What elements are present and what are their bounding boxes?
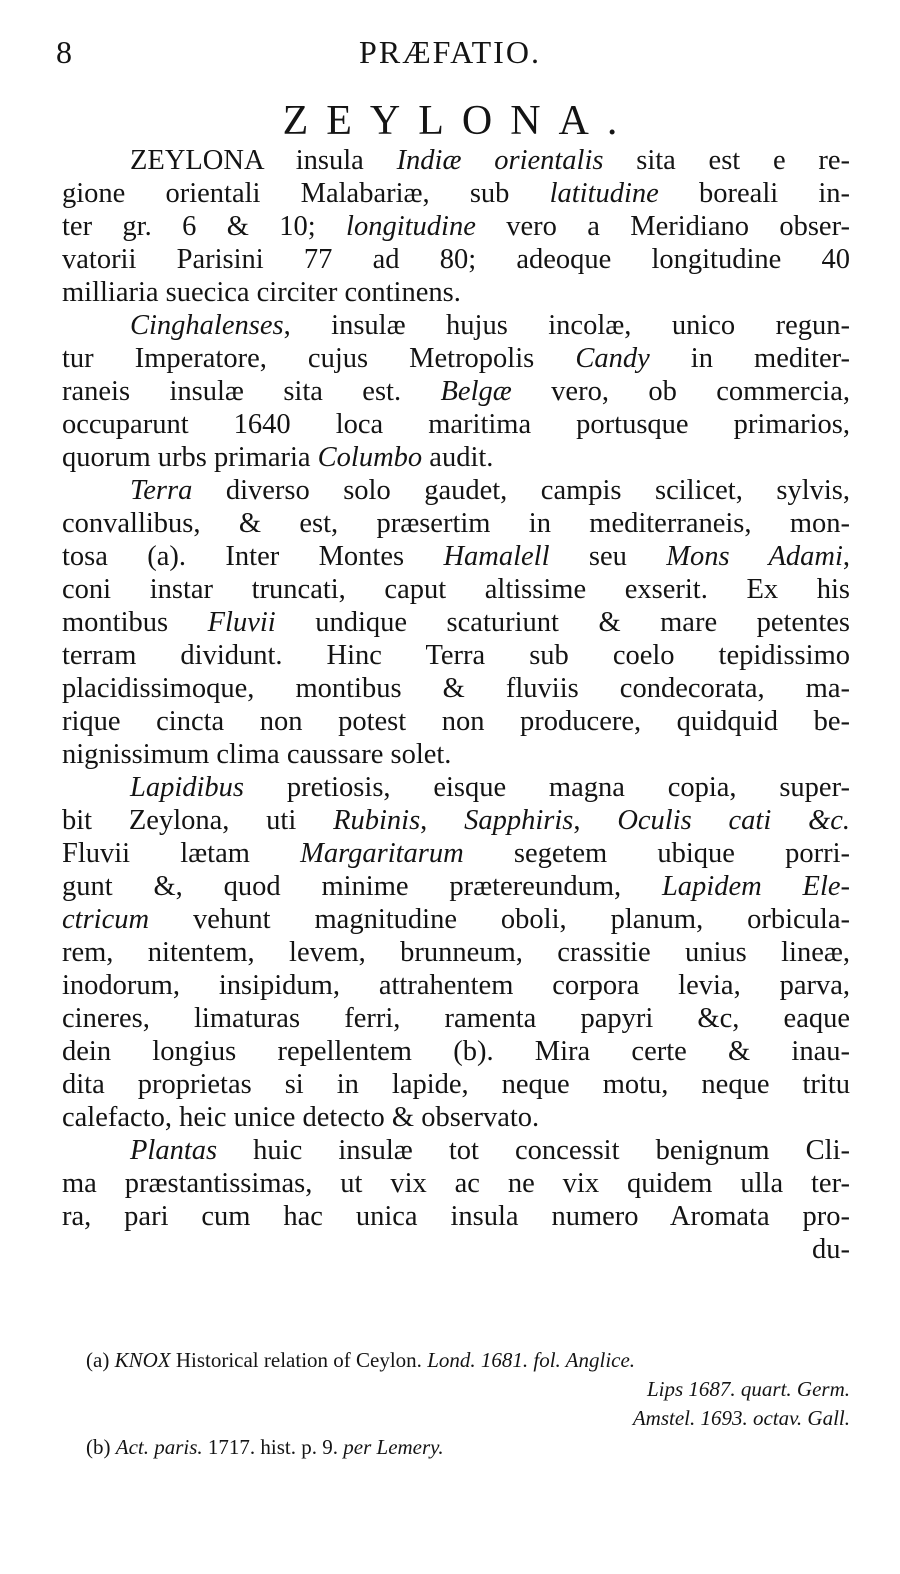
text-line	[62, 1035, 850, 1068]
text-line	[62, 771, 850, 804]
italic-run: Hamalell	[443, 541, 550, 572]
italic-run: KNOX	[114, 1348, 171, 1372]
italic-run: latitudine	[549, 178, 659, 209]
italic-run: Lips 1687. quart. Germ.	[646, 1377, 850, 1401]
paragraph	[62, 771, 850, 1134]
text-run: audit.	[422, 442, 494, 473]
paragraph	[62, 1134, 850, 1266]
running-head	[0, 32, 900, 72]
text-run: nignissimum clima caussare solet.	[62, 739, 452, 770]
text-run: diverso solo gaudet, campis scilicet, sylvis,	[192, 475, 850, 506]
text-line	[62, 276, 850, 309]
text-line	[62, 804, 850, 837]
text-run: placidissimoque, montibus & fluviis condecorata, ma-	[62, 673, 850, 704]
running-title: PRÆFATIO.	[359, 34, 541, 70]
paragraph	[62, 309, 850, 474]
italic-run: Act. paris.	[115, 1435, 203, 1459]
text-run: vatorii Parisini 77 ad 80; adeoque longitudine 40	[62, 244, 850, 275]
text-run: 1717. hist. p. 9.	[202, 1435, 344, 1459]
text-run: occuparunt 1640 loca maritima portusque primarios,	[62, 409, 850, 440]
italic-run: Lapidem Ele-	[661, 871, 851, 902]
text-line	[62, 1002, 850, 1035]
text-run: coni instar truncati, caput altissime exserit. Ex his	[62, 574, 850, 605]
text-run: ,	[842, 541, 850, 572]
text-line	[62, 1101, 850, 1134]
text-run: vehunt magnitudine oboli, planum, orbicula-	[149, 904, 850, 935]
paragraph	[62, 474, 850, 771]
text-run: calefacto, heic unice detecto & observato.	[62, 1102, 540, 1133]
text-run: seu	[549, 541, 667, 572]
footnotes	[86, 1346, 850, 1462]
text-line	[62, 1134, 850, 1167]
italic-run: Candy	[575, 343, 650, 374]
text-run: milliaria suecica circiter continens.	[62, 277, 461, 308]
text-run: inodorum, insipidum, attrahentem corpora levia, parva,	[62, 970, 850, 1001]
text-line	[62, 540, 850, 573]
italic-run: Terra	[130, 475, 193, 506]
text-run: quorum urbs primaria	[62, 442, 318, 473]
italic-run: longitudine	[346, 211, 476, 242]
text-run: tosa (a). Inter Montes	[62, 541, 444, 572]
text-line	[62, 903, 850, 936]
italic-run: Columbo	[317, 442, 423, 473]
text-line	[62, 705, 850, 738]
text-run: du-	[812, 1234, 850, 1265]
text-line	[62, 144, 850, 177]
text-run: ZEYLONA insula	[130, 145, 397, 176]
footnote-line	[86, 1433, 850, 1462]
text-line	[62, 738, 850, 771]
italic-run: Plantas	[130, 1135, 218, 1166]
text-run: ra, pari cum hac unica insula numero Aromata pro-	[62, 1201, 850, 1232]
italic-run: Margaritarum	[300, 838, 464, 869]
text-run: ,	[420, 805, 465, 836]
text-run: gunt &, quod minime prætereundum,	[62, 871, 662, 902]
text-run: bit Zeylona, uti	[62, 805, 334, 836]
text-line	[62, 243, 850, 276]
text-run: terram dividunt. Hinc Terra sub coelo tepidissimo	[62, 640, 850, 671]
text-run: Historical relation of Ceylon.	[170, 1348, 428, 1372]
italic-run: Sapphiris	[464, 805, 574, 836]
footnote-line	[86, 1375, 850, 1404]
text-line	[62, 474, 850, 507]
text-line	[62, 177, 850, 210]
text-line	[62, 969, 850, 1002]
text-run: Fluvii lætam	[62, 838, 301, 869]
text-line	[62, 1167, 850, 1200]
body-text	[62, 144, 850, 1266]
text-line	[62, 1068, 850, 1101]
italic-run: Cinghalenses	[130, 310, 284, 341]
text-run: boreali in-	[658, 178, 850, 209]
text-line	[62, 441, 850, 474]
italic-run: Rubinis	[333, 805, 421, 836]
text-run: ,	[573, 805, 618, 836]
text-run: convallibus, & est, præsertim in mediterraneis, mon-	[62, 508, 850, 539]
text-line	[62, 1200, 850, 1233]
text-run: sita est e re-	[603, 145, 850, 176]
footnote-line	[86, 1404, 850, 1433]
italic-run: Oculis cati &c.	[617, 805, 851, 836]
text-line	[62, 870, 850, 903]
italic-run: Amstel. 1693. octav. Gall.	[632, 1406, 850, 1430]
text-run: rem, nitentem, levem, brunneum, crassitie unius lineæ,	[62, 937, 850, 968]
text-line	[62, 672, 850, 705]
italic-run: Belgæ	[440, 376, 512, 407]
text-line	[62, 408, 850, 441]
text-line	[62, 837, 850, 870]
text-run: huic insulæ tot concessit benignum Cli-	[217, 1135, 850, 1166]
italic-run: ctricum	[62, 904, 150, 935]
text-run: ma præstantissimas, ut vix ac ne vix quidem ulla ter-	[62, 1168, 850, 1199]
text-run: dein longius repellentem (b). Mira certe & inau-	[62, 1036, 850, 1067]
footnote-line	[86, 1346, 850, 1375]
text-line	[62, 639, 850, 672]
text-line	[62, 936, 850, 969]
text-run: vero a Meridiano obser-	[475, 211, 850, 242]
text-run: gione orientali Malabariæ, sub	[62, 178, 550, 209]
text-run: in mediter-	[649, 343, 851, 374]
text-run: undique scaturiunt & mare petentes	[275, 607, 850, 638]
italic-run: Lapidibus	[130, 772, 245, 803]
text-run: montibus	[62, 607, 208, 638]
text-run: vero, ob commercia,	[511, 376, 850, 407]
text-run: , insulæ hujus incolæ, unico regun-	[283, 310, 850, 341]
text-line	[62, 342, 850, 375]
section-title: ZEYLONA.	[282, 98, 636, 144]
text-run: dita proprietas si in lapide, neque motu, neque tritu	[62, 1069, 850, 1100]
text-line	[62, 606, 850, 639]
text-line	[62, 375, 850, 408]
text-line	[62, 210, 850, 243]
text-run: cineres, limaturas ferri, ramenta papyri &c, eaque	[62, 1003, 850, 1034]
page-number: 8	[56, 34, 72, 70]
text-run: raneis insulæ sita est.	[62, 376, 441, 407]
text-line	[62, 1233, 850, 1266]
paragraph	[62, 144, 850, 309]
text-run: (b)	[86, 1435, 116, 1459]
italic-run: per Lemery.	[343, 1435, 444, 1459]
italic-run: Indiæ orientalis	[396, 145, 604, 176]
text-run: rique cincta non potest non producere, quidquid be-	[62, 706, 850, 737]
text-line	[62, 573, 850, 606]
italic-run: Fluvii	[207, 607, 276, 638]
italic-run: Mons Adami	[666, 541, 843, 572]
text-run: segetem ubique porri-	[463, 838, 850, 869]
text-line	[62, 507, 850, 540]
italic-run: Lond. 1681. fol. Anglice.	[427, 1348, 636, 1372]
text-run: tur Imperatore, cujus Metropolis	[62, 343, 576, 374]
text-run: pretiosis, eisque magna copia, super-	[244, 772, 850, 803]
text-run: ter gr. 6 & 10;	[62, 211, 347, 242]
text-run: (a)	[86, 1348, 115, 1372]
text-line	[62, 309, 850, 342]
